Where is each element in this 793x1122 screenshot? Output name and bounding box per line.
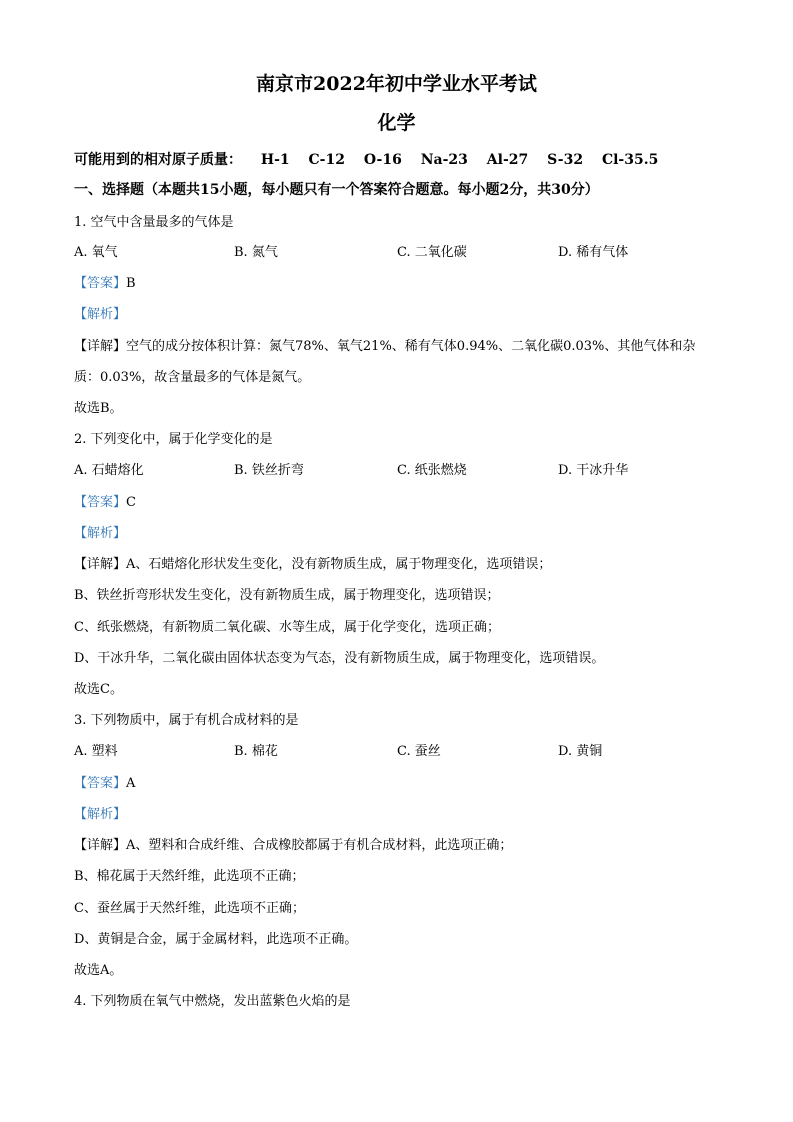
q1-answer bbox=[74, 275, 136, 293]
mass-item: S-32 bbox=[547, 152, 584, 168]
q3-detail-line: D、黄铜是合金，属于金属材料，此选项不正确。 bbox=[74, 932, 358, 947]
q1-conclusion: 故选B。 bbox=[74, 401, 123, 416]
q2-detail-line: D、干冰升华，二氧化碳由固体状态变为气态，没有新物质生成，属于物理变化，选项错误。 bbox=[74, 651, 605, 666]
mass-item: Cl-35.5 bbox=[601, 152, 659, 168]
q3-detail-line: B、棉花属于天然纤维，此选项不正确； bbox=[74, 869, 305, 884]
q1-option-b: B. 氮气 bbox=[234, 245, 278, 260]
q3-option-a: A. 塑料 bbox=[74, 744, 118, 759]
q3-option-d: D. 黄铜 bbox=[558, 744, 603, 759]
mass-item: H-1 bbox=[260, 152, 290, 168]
mass-item: Al-27 bbox=[486, 152, 529, 168]
q1-option-c: C. 二氧化碳 bbox=[397, 245, 467, 260]
q3-detail-line bbox=[74, 837, 512, 855]
mass-item: C-12 bbox=[308, 152, 345, 168]
q2-detail-line bbox=[74, 556, 551, 574]
q3-answer bbox=[74, 775, 135, 793]
section-heading: 一、选择题（本题共15小题，每小题只有一个答案符合题意。每小题2分，共30分） bbox=[74, 182, 599, 198]
q2-option-d: D. 干冰升华 bbox=[558, 463, 629, 478]
q2-analysis-tag: 【解析】 bbox=[74, 526, 127, 541]
q1-detail-text: 空气的成分按体积计算：氮气78%、氧气21%、稀有气体0.94%、二氧化碳0.03%、其他气体和杂 bbox=[126, 339, 696, 354]
q1-option-d: D. 稀有气体 bbox=[558, 245, 629, 260]
subject-title: 化学 bbox=[377, 112, 416, 134]
q1-answer-value: B bbox=[126, 276, 136, 291]
q2-option-c: C. 纸张燃烧 bbox=[397, 463, 467, 478]
q2-option-a: A. 石蜡熔化 bbox=[74, 463, 144, 478]
answer-tag: 【答案】 bbox=[74, 776, 127, 791]
answer-tag: 【答案】 bbox=[74, 276, 127, 291]
q3-option-b: B. 棉花 bbox=[234, 744, 278, 759]
q3-option-c: C. 蚕丝 bbox=[397, 744, 441, 759]
q3-stem: 3. 下列物质中，属于有机合成材料的是 bbox=[74, 713, 299, 728]
mass-item: O-16 bbox=[363, 152, 402, 168]
q2-answer bbox=[74, 494, 136, 512]
q2-answer-value: C bbox=[126, 495, 136, 510]
q1-detail-line: 质：0.03%，故含量最多的气体是氮气。 bbox=[74, 370, 311, 385]
q3-answer-value: A bbox=[126, 776, 136, 791]
q2-detail-text: A、石蜡熔化形状发生变化，没有新物质生成，属于物理变化，选项错误； bbox=[126, 557, 552, 572]
detail-tag: 【详解】 bbox=[74, 339, 127, 354]
q1-detail-line bbox=[74, 338, 695, 356]
q2-option-b: B. 铁丝折弯 bbox=[234, 463, 304, 478]
q2-conclusion: 故选C。 bbox=[74, 682, 123, 697]
q3-detail-line: C、蚕丝属于天然纤维，此选项不正确； bbox=[74, 901, 305, 916]
q1-stem: 1. 空气中含量最多的气体是 bbox=[74, 215, 234, 230]
atomic-masses-label: 可能用到的相对原子质量： bbox=[74, 152, 242, 168]
q2-detail-line: C、纸张燃烧，有新物质二氧化碳、水等生成，属于化学变化，选项正确； bbox=[74, 620, 500, 635]
detail-tag: 【详解】 bbox=[74, 838, 127, 853]
answer-tag: 【答案】 bbox=[74, 495, 127, 510]
q2-stem: 2. 下列变化中，属于化学变化的是 bbox=[74, 432, 273, 447]
mass-item: Na-23 bbox=[420, 152, 468, 168]
detail-tag: 【详解】 bbox=[74, 557, 127, 572]
q1-analysis-tag: 【解析】 bbox=[74, 307, 127, 322]
q3-conclusion: 故选A。 bbox=[74, 963, 123, 978]
q3-detail-text: A、塑料和合成纤维、合成橡胶都属于有机合成材料，此选项正确； bbox=[126, 838, 513, 853]
q1-option-a: A. 氧气 bbox=[74, 245, 118, 260]
atomic-masses bbox=[74, 151, 658, 169]
exam-title: 南京市2022年初中学业水平考试 bbox=[256, 73, 537, 95]
q3-analysis-tag: 【解析】 bbox=[74, 807, 127, 822]
q4-stem: 4. 下列物质在氧气中燃烧，发出蓝紫色火焰的是 bbox=[74, 994, 351, 1009]
q2-detail-line: B、铁丝折弯形状发生变化，没有新物质生成，属于物理变化，选项错误； bbox=[74, 588, 500, 603]
